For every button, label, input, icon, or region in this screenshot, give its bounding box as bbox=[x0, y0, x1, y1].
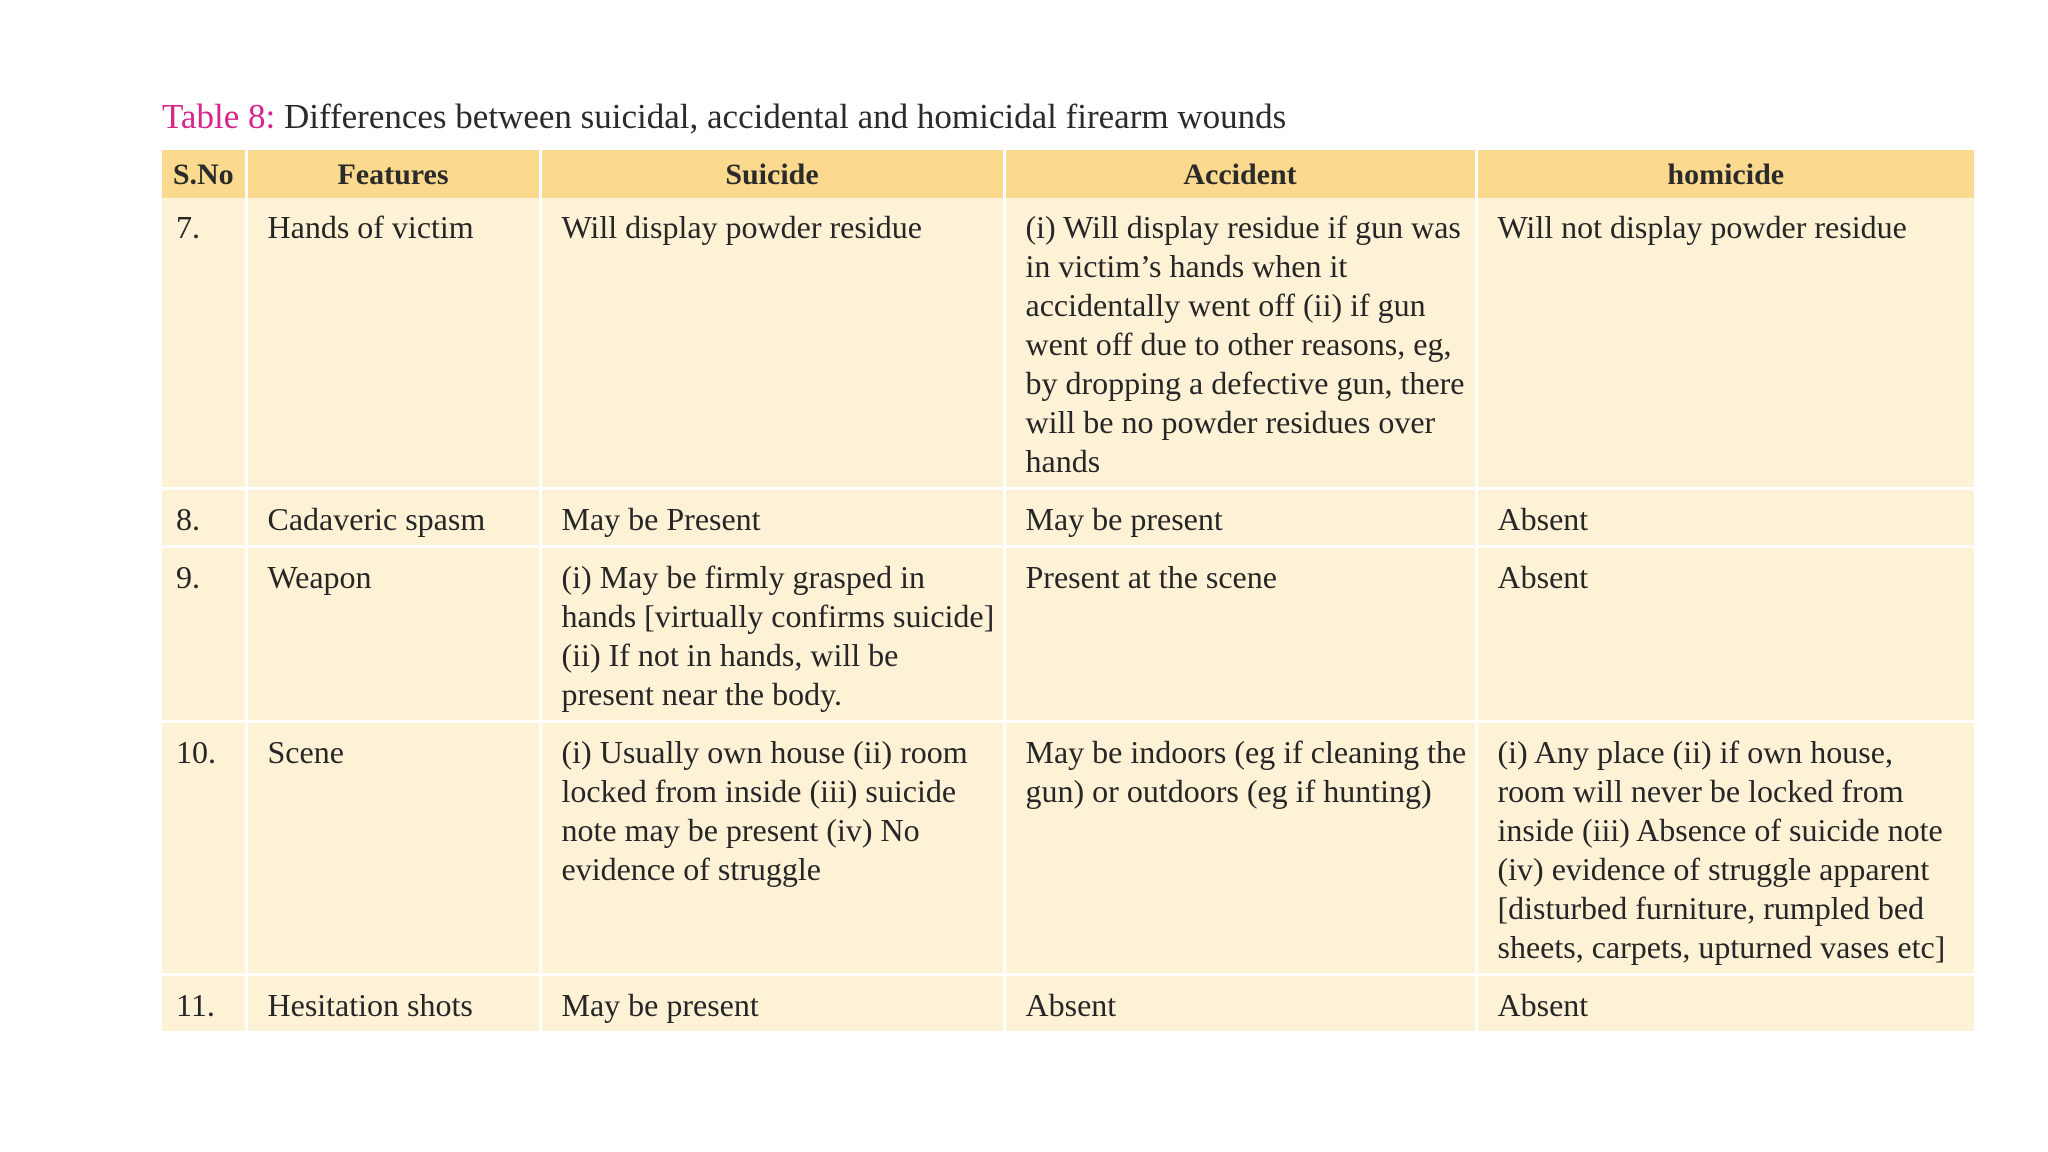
table-row bbox=[162, 489, 1974, 547]
table-row bbox=[162, 722, 1974, 975]
header-accident: Accident bbox=[1004, 150, 1476, 198]
header-features: Features bbox=[246, 150, 540, 198]
cell-sno: 7. bbox=[162, 198, 246, 489]
cell-homicide: Will not display powder residue bbox=[1476, 198, 1974, 489]
table-body bbox=[162, 198, 1974, 1031]
table-caption-label: Table 8: bbox=[162, 97, 276, 136]
cell-sno: 9. bbox=[162, 547, 246, 722]
cell-accident: May be present bbox=[1004, 489, 1476, 547]
header-suicide: Suicide bbox=[540, 150, 1004, 198]
cell-suicide: May be Present bbox=[540, 489, 1004, 547]
cell-feature: Hands of victim bbox=[246, 198, 540, 489]
cell-accident: Present at the scene bbox=[1004, 547, 1476, 722]
cell-sno: 11. bbox=[162, 975, 246, 1032]
cell-suicide: May be present bbox=[540, 975, 1004, 1032]
table-row bbox=[162, 198, 1974, 489]
header-sno: S.No bbox=[162, 150, 246, 198]
cell-feature: Weapon bbox=[246, 547, 540, 722]
cell-accident: May be indoors (eg if cleaning the gun) or outdoors (eg if hunting) bbox=[1004, 722, 1476, 975]
cell-sno: 8. bbox=[162, 489, 246, 547]
cell-homicide: Absent bbox=[1476, 975, 1974, 1032]
cell-accident: (i) Will display residue if gun was in victim’s hands when it accidentally went off (ii) if gun went off due to other reasons, eg, by dropping a defective gun, there will be no powder residues over hands bbox=[1004, 198, 1476, 489]
comparison-table-container bbox=[162, 150, 1974, 1031]
cell-suicide: (i) May be firmly grasped in hands [virtually confirms suicide] (ii) If not in hands, will be present near the body. bbox=[540, 547, 1004, 722]
cell-sno: 10. bbox=[162, 722, 246, 975]
cell-homicide: Absent bbox=[1476, 489, 1974, 547]
header-row bbox=[162, 150, 1974, 198]
cell-suicide: Will display powder residue bbox=[540, 198, 1004, 489]
cell-accident: Absent bbox=[1004, 975, 1476, 1032]
table-row bbox=[162, 547, 1974, 722]
table-row bbox=[162, 975, 1974, 1032]
header-homicide: homicide bbox=[1476, 150, 1974, 198]
cell-suicide: (i) Usually own house (ii) room locked from inside (iii) suicide note may be present (iv) No evidence of struggle bbox=[540, 722, 1004, 975]
cell-homicide: Absent bbox=[1476, 547, 1974, 722]
cell-feature: Hesitation shots bbox=[246, 975, 540, 1032]
cell-feature: Cadaveric spasm bbox=[246, 489, 540, 547]
table-caption-text: Differences between suicidal, accidental and homicidal firearm wounds bbox=[283, 97, 1287, 136]
table-caption bbox=[162, 95, 1286, 139]
comparison-table bbox=[162, 150, 1974, 1031]
cell-feature: Scene bbox=[246, 722, 540, 975]
table-header bbox=[162, 150, 1974, 198]
cell-homicide: (i) Any place (ii) if own house, room will never be locked from inside (iii) Absence of suicide note (iv) evidence of struggle apparent [disturbed furniture, rumpled bed sheets, carpets, upturned vases etc] bbox=[1476, 722, 1974, 975]
